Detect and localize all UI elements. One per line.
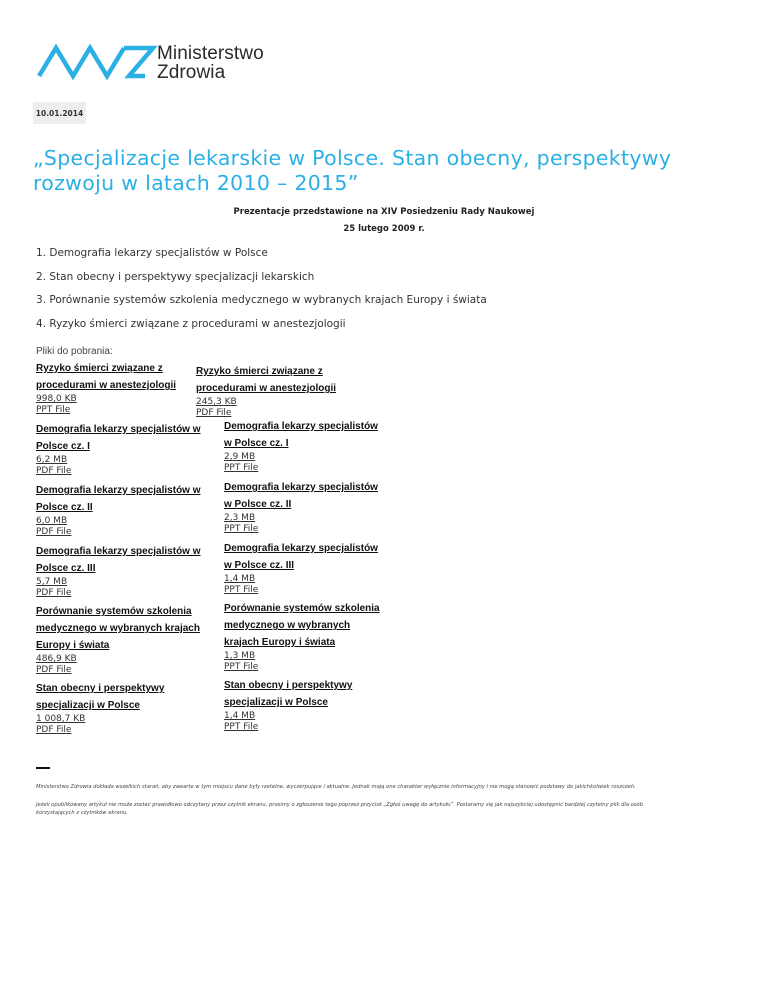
download-item[interactable]	[36, 603, 206, 676]
file-size: 486,9 KB	[36, 654, 77, 664]
download-item[interactable]	[36, 482, 206, 538]
download-item[interactable]	[196, 363, 351, 419]
download-item[interactable]	[36, 421, 206, 477]
file-link[interactable]: Demografia lekarzy specjalistów w Polsce cz. I	[224, 421, 378, 449]
file-size: 2,9 MB	[224, 452, 256, 462]
download-item[interactable]	[36, 360, 196, 416]
logo-line2: Zdrowia	[157, 62, 226, 83]
file-type: PDF File	[36, 466, 72, 476]
file-link[interactable]: Ryzyko śmierci związane z procedurami w anestezjologii	[196, 366, 337, 394]
list-item: 2. Stan obecny i perspektywy specjalizacji lekarskich	[36, 270, 315, 283]
ministerstwo-zdrowia-logo-icon	[37, 42, 157, 82]
file-type: PPT File	[224, 722, 259, 732]
file-size: 1,4 MB	[224, 711, 256, 721]
file-link[interactable]: Demografia lekarzy specjalistów w Polsce cz. III	[36, 546, 201, 574]
file-type: PDF File	[196, 408, 232, 418]
disclaimer-text: Ministerstwo Zdrowia dokłada wszelkich starań, aby zawarte w tym miejscu dane były rzetelne, wyczerpujące i aktualne. Jednak mają one charakter wyłącznie informacyjny i nie mogą stanowić podstawy do jakichkolwiek roszczeń.	[36, 784, 636, 790]
download-item[interactable]	[36, 680, 196, 736]
file-size: 5,7 MB	[36, 577, 68, 587]
file-type: PPT File	[224, 585, 259, 595]
list-item: 4. Ryzyko śmierci związane z procedurami w anestezjologii	[36, 317, 346, 330]
download-item[interactable]	[224, 600, 384, 673]
download-item[interactable]	[224, 418, 384, 474]
file-type: PDF File	[36, 665, 72, 675]
file-link[interactable]: Demografia lekarzy specjalistów w Polsce cz. I	[36, 424, 201, 452]
list-item: 3. Porównanie systemów szkolenia medycznego w wybranych krajach Europy i świata	[36, 294, 487, 306]
download-item[interactable]	[36, 543, 206, 599]
download-item[interactable]	[224, 677, 374, 733]
file-link[interactable]: Demografia lekarzy specjalistów w Polsce cz. II	[224, 482, 378, 510]
file-size: 6,2 MB	[36, 455, 68, 465]
download-item[interactable]	[224, 540, 384, 596]
download-item[interactable]	[224, 479, 384, 535]
file-type: PPT File	[224, 463, 259, 473]
list-item: 1. Demografia lekarzy specjalistów w Polsce	[36, 247, 268, 259]
file-size: 1 008,7 KB	[36, 714, 86, 724]
presentation-list	[36, 246, 487, 340]
ministerstwo-zdrowia-logo[interactable]	[37, 42, 277, 84]
file-size: 245,3 KB	[196, 397, 237, 407]
file-type: PPT File	[36, 405, 71, 415]
file-link[interactable]: Ryzyko śmierci związane z procedurami w anestezjologii	[36, 363, 177, 391]
file-link[interactable]: Porównanie systemów szkolenia medycznego w wybranych krajach Europy i świata	[224, 603, 380, 648]
subtitle-date: 25 lutego 2009 r.	[343, 224, 425, 234]
file-link[interactable]: Demografia lekarzy specjalistów w Polsce cz. II	[36, 485, 201, 513]
file-type: PDF File	[36, 588, 72, 598]
file-link[interactable]: Stan obecny i perspektywy specjalizacji w Polsce	[224, 680, 353, 708]
downloads-label: Pliki do pobrania:	[36, 346, 113, 357]
file-size: 2,3 MB	[224, 513, 256, 523]
file-type: PPT File	[224, 524, 259, 534]
file-size: 6,0 MB	[36, 516, 68, 526]
file-size: 998,0 KB	[36, 394, 77, 404]
file-link[interactable]: Demografia lekarzy specjalistów w Polsce cz. III	[224, 543, 378, 571]
file-type: PDF File	[36, 725, 72, 735]
logo-wordmark	[157, 44, 264, 82]
file-size: 1,3 MB	[224, 651, 256, 661]
footer-divider	[36, 767, 50, 769]
file-link[interactable]: Stan obecny i perspektywy specjalizacji w Polsce	[36, 683, 165, 711]
page-title: „Specjalizacje lekarskie w Polsce. Stan obecny, perspektywy rozwoju w latach 2010 – 2015”	[33, 146, 672, 195]
logo-line1: Ministerstwo	[157, 43, 264, 64]
subtitle-meeting: Prezentacje przedstawione na XIV Posiedzeniu Rady Naukowej	[233, 207, 535, 217]
file-type: PPT File	[224, 662, 259, 672]
publish-date-badge: 10.01.2014	[33, 102, 86, 124]
accessibility-note: Jeżeli opublikowany artykuł nie może zostać prawidłowo odczytany przez czytnik ekranu, prosimy o zgłoszenie tego poprzez przycisk „Zgłoś uwagę do artykułu”. Postaramy się jak najszybciej udostępnić bardziej czytelny plik dla osób korzystających z czytników ekranu.	[36, 802, 644, 816]
file-link[interactable]: Porównanie systemów szkolenia medycznego w wybranych krajach Europy i świata	[36, 606, 200, 651]
file-type: PDF File	[36, 527, 72, 537]
file-size: 1,4 MB	[224, 574, 256, 584]
